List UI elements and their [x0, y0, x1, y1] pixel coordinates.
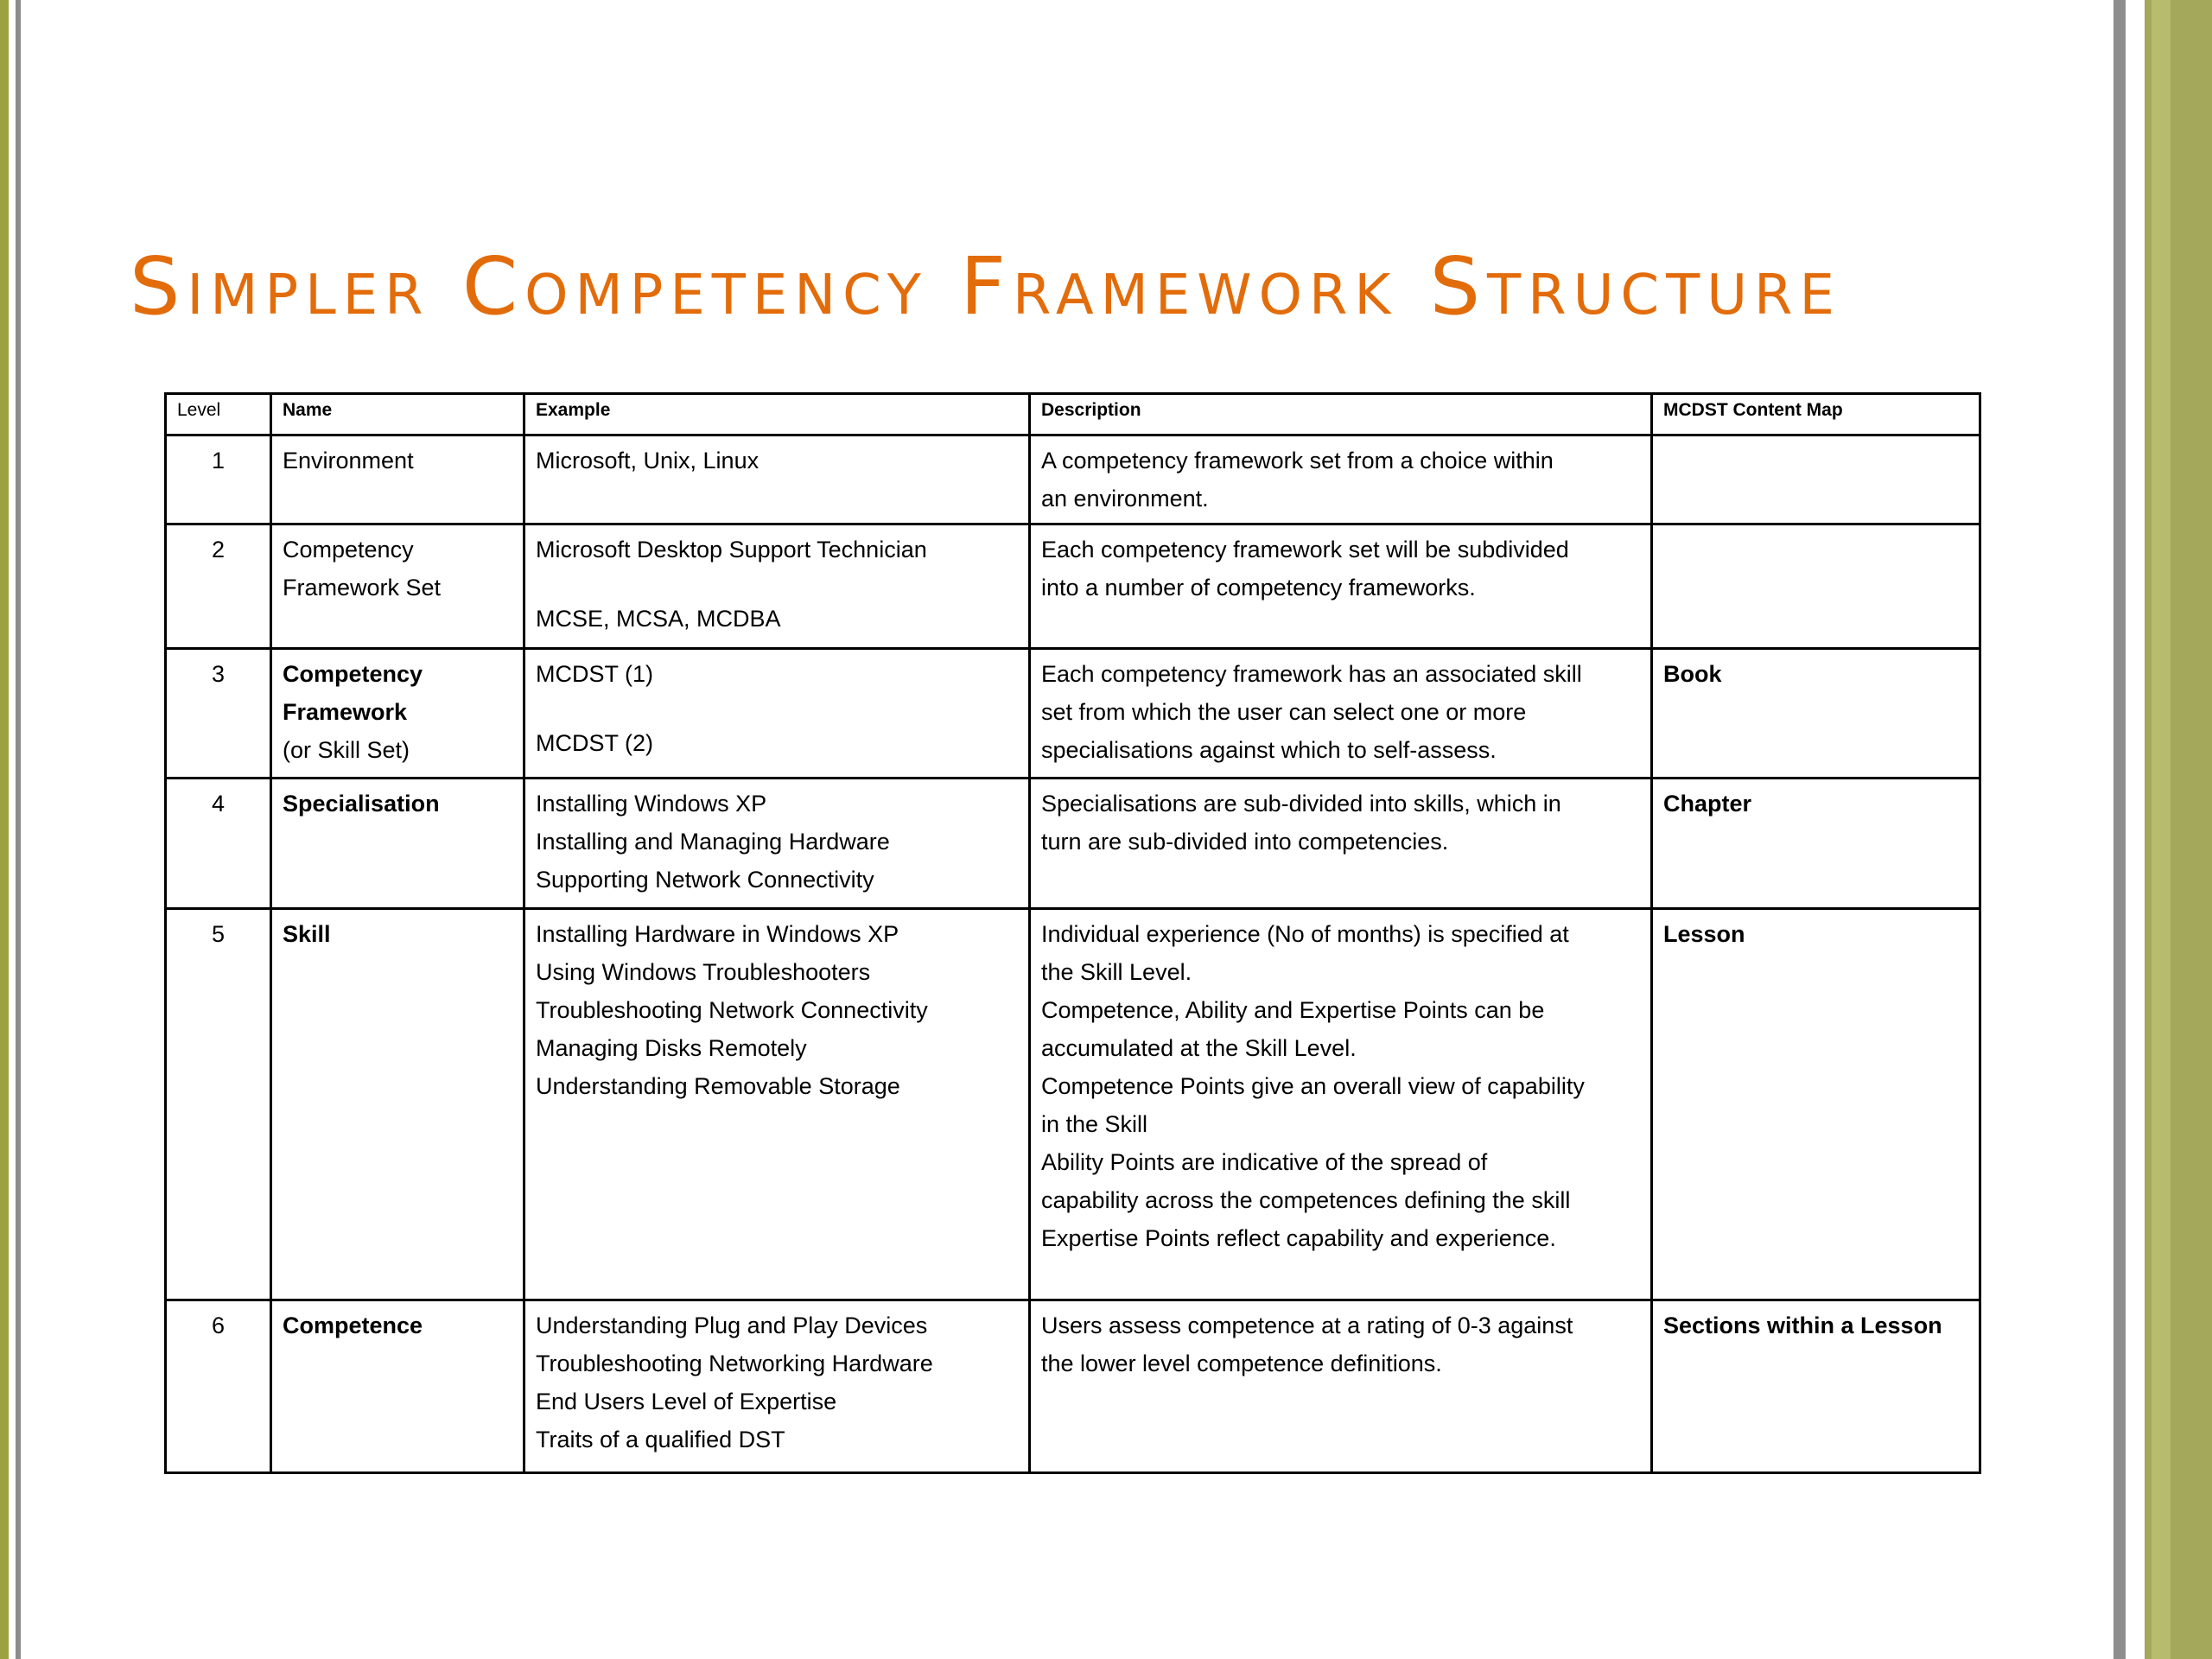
table-header-row: [166, 394, 1980, 435]
table-row: [166, 649, 1980, 779]
content-map-cell: Chapter: [1652, 779, 1980, 909]
header-example: Example: [524, 394, 1030, 435]
header-name: Name: [271, 394, 524, 435]
content-map-cell: Book: [1652, 649, 1980, 779]
name-line: Specialisation: [283, 791, 440, 817]
description-line: A competency framework set from a choice within: [1041, 448, 1554, 474]
example-line: Microsoft Desktop Support Technician: [536, 537, 927, 563]
description-cell: [1030, 1300, 1652, 1473]
description-line: turn are sub-divided into competencies.: [1041, 829, 1449, 855]
description-line: set from which the user can select one or more: [1041, 699, 1527, 725]
example-line: Installing and Managing Hardware: [536, 829, 890, 855]
right-border-gray: [2113, 0, 2126, 1659]
description-cell: [1030, 649, 1652, 779]
competency-framework-table: [164, 392, 1981, 1474]
right-border-inner: [2152, 0, 2171, 1659]
example-line: Using Windows Troubleshooters: [536, 959, 871, 985]
header-content-map: MCDST Content Map: [1652, 394, 1980, 435]
name-line: Competency: [283, 661, 423, 687]
example-line: Understanding Removable Storage: [536, 1073, 900, 1099]
name-line: Competency: [283, 537, 414, 563]
content-map-cell: Lesson: [1652, 909, 1980, 1300]
description-cell: [1030, 909, 1652, 1300]
table-row: [166, 1300, 1980, 1473]
description-line: capability across the competences defining the skill: [1041, 1187, 1571, 1213]
name-line: Competence: [283, 1313, 423, 1338]
header-description: Description: [1030, 394, 1652, 435]
level-cell: 1: [166, 435, 271, 524]
name-cell: [271, 779, 524, 909]
name-cell: [271, 1300, 524, 1473]
description-line: the lower level competence definitions.: [1041, 1351, 1442, 1376]
name-cell: [271, 909, 524, 1300]
name-cell: [271, 435, 524, 524]
example-cell: [524, 435, 1030, 524]
description-cell: [1030, 435, 1652, 524]
description-line: Each competency framework has an associated skill: [1041, 661, 1582, 687]
level-cell: 5: [166, 909, 271, 1300]
example-line: Understanding Plug and Play Devices: [536, 1313, 928, 1338]
left-border-gray: [16, 0, 21, 1659]
description-line: Competence Points give an overall view of capability: [1041, 1073, 1585, 1099]
level-cell: 4: [166, 779, 271, 909]
slide-title: Simpler Competency Framework Structure: [130, 240, 1841, 333]
table-row: [166, 909, 1980, 1300]
left-border-olive: [0, 0, 9, 1659]
example-line: MCDST (1): [536, 661, 654, 687]
table-row: [166, 524, 1980, 649]
name-line: Skill: [283, 921, 331, 947]
description-line: Competence, Ability and Expertise Points can be: [1041, 997, 1545, 1023]
header-level: Level: [166, 394, 271, 435]
level-cell: 6: [166, 1300, 271, 1473]
example-cell: [524, 909, 1030, 1300]
example-line: Supporting Network Connectivity: [536, 867, 874, 893]
description-line: Users assess competence at a rating of 0-3 against: [1041, 1313, 1573, 1338]
name-line: (or Skill Set): [283, 737, 410, 763]
example-line: MCDST (2): [536, 730, 654, 756]
example-gap: [536, 569, 1018, 600]
description-cell: [1030, 524, 1652, 649]
description-line: the Skill Level.: [1041, 959, 1192, 985]
description-cell: [1030, 779, 1652, 909]
example-line: Microsoft, Unix, Linux: [536, 448, 760, 474]
example-cell: [524, 1300, 1030, 1473]
example-line: Troubleshooting Networking Hardware: [536, 1351, 933, 1376]
content-map-cell: [1652, 435, 1980, 524]
description-line: Ability Points are indicative of the spread of: [1041, 1149, 1488, 1175]
description-line: an environment.: [1041, 486, 1209, 512]
content-map-cell: [1652, 524, 1980, 649]
table-row: [166, 435, 1980, 524]
example-line: Installing Windows XP: [536, 791, 767, 817]
example-line: Installing Hardware in Windows XP: [536, 921, 899, 947]
example-line: End Users Level of Expertise: [536, 1389, 837, 1414]
name-cell: [271, 649, 524, 779]
description-line: Expertise Points reflect capability and experience.: [1041, 1225, 1556, 1251]
description-line: specialisations against which to self-assess.: [1041, 737, 1497, 763]
table-row: [166, 779, 1980, 909]
name-line: Framework Set: [283, 575, 442, 601]
description-line: Each competency framework set will be subdivided: [1041, 537, 1569, 563]
name-cell: [271, 524, 524, 649]
example-gap: [536, 693, 1018, 724]
example-line: Troubleshooting Network Connectivity: [536, 997, 928, 1023]
name-line: Framework: [283, 699, 408, 725]
description-line: in the Skill: [1041, 1111, 1148, 1137]
description-line: into a number of competency frameworks.: [1041, 575, 1476, 601]
level-cell: 2: [166, 524, 271, 649]
content-map-cell: Sections within a Lesson: [1652, 1300, 1980, 1473]
example-line: Traits of a qualified DST: [536, 1427, 785, 1452]
example-cell: [524, 779, 1030, 909]
example-cell: [524, 649, 1030, 779]
example-cell: [524, 524, 1030, 649]
description-line: Individual experience (No of months) is specified at: [1041, 921, 1569, 947]
description-line: accumulated at the Skill Level.: [1041, 1035, 1357, 1061]
level-cell: 3: [166, 649, 271, 779]
description-line: Specialisations are sub-divided into skills, which in: [1041, 791, 1561, 817]
example-line: MCSE, MCSA, MCDBA: [536, 606, 781, 632]
name-line: Environment: [283, 448, 414, 474]
example-line: Managing Disks Remotely: [536, 1035, 807, 1061]
